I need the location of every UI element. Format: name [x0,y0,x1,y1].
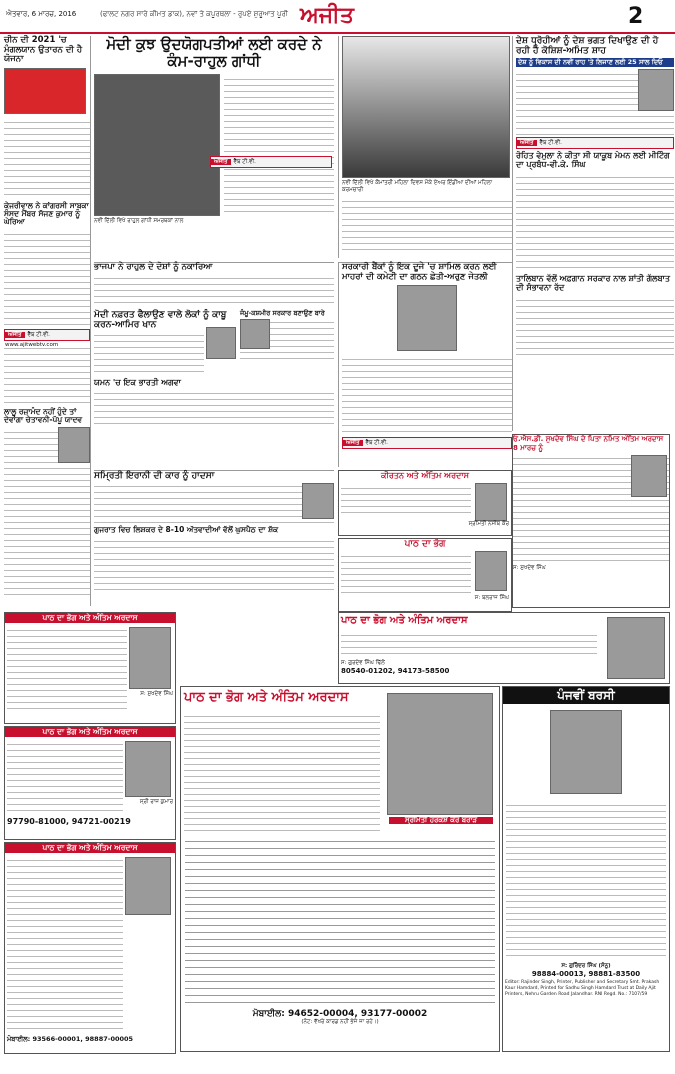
masthead-title: ਅਜੀਤ [300,2,354,28]
obituary-title: ਪਾਠ ਦਾ ਭੋਗ ਅਤੇ ਅੰਤਿਮ ਅਰਦਾਸ [5,843,175,853]
portrait-photo [607,617,665,679]
obituary-title: ਪਾਠ ਦਾ ਭੋਗ ਅਤੇ ਅੰਤਿਮ ਅਰਦਾਸ [184,690,349,705]
headline: ਲਾਲੂ ਰਜ਼ਾਮੰਦ ਨਹੀਂ ਹੁੰਦੇ ਤਾਂ ਦੇਵਾਂਗਾ ਚੇਤਾਵਨੀ-ਪੱਪੂ ਯਾਦਵ [4,406,83,425]
obituary-notice [4,842,176,1054]
portrait-name: ਸ: ਬਲਰਾਜ ਸਿੰਘ [474,595,509,601]
portrait-name: ਸ: ਸੁਖਦੇਵ ਸਿੰਘ [140,691,173,697]
obituary-body [184,711,380,831]
headline: ਤਾਲਿਬਾਨ ਵੱਲੋਂ ਅਫ਼ਗਾਨ ਸਰਕਾਰ ਨਾਲ ਸ਼ਾਂਤੀ ਗੱਲਬਾਤ ਦੀ ਸੰਭਾਵਨਾ ਰੱਦ [516,274,670,293]
china-flag-photo [4,68,86,114]
portrait-name: ਸ: ਗੁਰਿੰਦਰ ਸਿੰਘ (ਸੋਨੂ) [561,963,611,970]
air-india-story [338,36,512,258]
web-tv-banner[interactable]: ਅਜੀਤ ਵੈੱਬ ਟੀ.ਵੀ. www.ajitwebtv.com [4,329,90,341]
family-list [185,835,495,1005]
air-india-crew-photo [342,36,510,178]
headline: ਦੇਸ਼ ਧ੍ਰੋਹੀਆਂ ਨੂੰ ਦੇਸ਼ ਭਗਤ ਦਿਖਾਉਣ ਦੀ ਹੋ ਰਹੀ ਹੈ ਕੋਸ਼ਿਸ਼-ਅਮਿਤ ਸ਼ਾਹ [516,36,659,57]
smriti-irani-photo [302,483,334,519]
subheadline: ਦੇਸ਼ ਨੂੰ ਵਿਕਾਸ ਦੀ ਨਵੀਂ ਰਾਹ 'ਤੇ ਲਿਜਾਣ ਲਈ 25 ਸਾਲ ਦਿਓ [516,58,674,67]
obituary-body [7,625,127,713]
phone-numbers: ਮੋਬਾਈਲ: 93566-00001, 98887-00005 [7,1035,134,1043]
article-body [94,388,334,428]
article-body [342,196,512,252]
lead-headline: ਮੋਦੀ ਕੁਝ ਉਦਯੋਗਪਤੀਆਂ ਲਈ ਕਰਦੇ ਨੇ ਕੰਮ-ਰਾਹੁਲ ਗਾਂਧੀ [106,35,322,70]
portrait-name: ਸ੍ਰੀਮਤੀ ਹਰਕੇਸ਼ ਕੌਰ ਬਰਾੜ [389,817,493,824]
portrait-photo [631,455,667,497]
lead-story [94,36,334,258]
article-body [94,481,334,523]
issue-date: ਐਤਵਾਰ, 6 ਮਾਰਚ, 2016 [6,10,77,18]
obituary-body [341,551,471,595]
headline: ਸਰਕਾਰੀ ਬੈਂਕਾਂ ਨੂੰ ਇਕ ਦੂਜੇ 'ਚ ਸ਼ਾਮਿਲ ਕਰਨ ਲਈ ਮਾਹਰਾਂ ਦੀ ਕਮੇਟੀ ਦਾ ਗਠਨ ਛੇਤੀ-ਅਰੁਣ ਜੇਤਲੀ [342,262,497,282]
portrait-photo [475,483,507,521]
headline: ਚੀਨ ਦੀ 2021 'ਚ ਮੰਗਲਯਾਨ ਉਤਾਰਨ ਦੀ ਹੈ ਯੋਜਨਾ [4,35,83,65]
lower-mid-stories [94,470,334,611]
obituary-title: ਪਾਠ ਦਾ ਭੋਗ [404,539,446,549]
obituary-title: ਪਾਠ ਦਾ ਭੋਗ ਅਤੇ ਅੰਤਿਮ ਅਰਦਾਸ [5,613,175,623]
arun-jaitley-photo [397,285,457,351]
web-tv-banner[interactable]: ਅਜੀਤ ਵੈੱਬ ਟੀ.ਵੀ. [516,137,674,149]
edition-info: (ਫਾਲਟ ਨਗਰ ਸਾਰੇ ਕੀਮਤ ਡਾਕ), ਨਵਾਂ ਤੇ ਕਪੂਰਥਲਾ - ਰੁਪਏ ਸ਼ੁਰੂਆਤ ਪੂਰੀ [100,10,288,18]
article-body [4,343,90,405]
headline: ਭਾਜਪਾ ਨੇ ਰਾਹੁਲ ਦੇ ਦੋਸ਼ਾਂ ਨੂੰ ਨਕਾਰਿਆ [94,262,213,272]
article-body [4,229,90,329]
obituary-notice [338,470,512,536]
portrait-name: ਸ: ਸੁਖਦੇਵ ਸਿੰਘ [513,565,546,571]
side-brief [240,310,334,380]
portrait-photo [550,710,622,794]
obituary-body [341,630,597,658]
article-body [516,172,674,272]
obituary-title: ਪਾਠ ਦਾ ਭੋਗ ਅਤੇ ਅੰਤਿਮ ਅਰਦਾਸ [341,615,468,626]
aamir-khan-photo [206,327,236,359]
phone-numbers: ਮੋਬਾਈਲ: 94652-00004, 93177-00002 [252,1009,428,1019]
obituary-notice [4,726,176,840]
obituary-notice [4,612,176,724]
article-body [94,536,334,592]
headline: ਸਮ੍ਰਿਤੀ ਇਰਾਨੀ ਦੀ ਕਾਰ ਨੂੰ ਹਾਦਸਾ [94,471,215,481]
left-column [4,36,91,606]
article-body [94,273,334,307]
note: (ਨੋਟ: ਵੱਖਰੇ ਕਾਰਡ ਨਹੀਂ ਭੇਜੇ ਜਾ ਰਹੇ।) [301,1019,379,1025]
headline: ਜੰਮੂ-ਕਸ਼ਮੀਰ ਸਰਕਾਰ ਬਣਾਉਣ ਬਾਰੇ [240,309,325,317]
portrait-photo [125,857,171,915]
obituary-title: ਓ.ਐਸ.ਡੀ. ਸੁਖਦੇਵ ਸਿੰਘ ਦੇ ਪਿਤਾ ਨਮਿਤ ਅੰਤਿਮ ਅਰਦਾਸ 8 ਮਾਰਚ ਨੂੰ [513,435,664,452]
obituary-notice [512,434,670,608]
anniversary-notice [502,686,670,1052]
obituary-body [7,739,123,813]
article-body [224,74,334,214]
rahul-gandhi-photo [94,74,220,216]
portrait-photo [125,741,171,797]
page-number: 2 [628,4,644,29]
bank-merger-story [338,262,512,467]
article-body [516,295,674,355]
minister-photo [240,319,270,349]
web-tv-banner[interactable]: ਅਜੀਤ ਵੈੱਬ ਟੀ.ਵੀ. [210,156,332,168]
headline: ਯਮਨ 'ਚ ਇਕ ਭਾਰਤੀ ਅਗਵਾ [94,377,181,387]
article-body [342,354,512,434]
article-body [94,330,204,376]
obituary-notice [180,686,500,1052]
obituary-body [506,800,666,960]
masthead-bar [0,0,675,34]
right-column [512,36,674,431]
phone-numbers: 97790-81000, 94721-00219 [7,817,131,826]
article-body [4,117,90,199]
amit-shah-photo [638,69,674,111]
photo-caption: ਨਵੀਂ ਦਿੱਲੀ ਵਿਖੇ ਕੌਮਾਂਤਰੀ ਮਹਿਲਾ ਦਿਵਸ ਮੌਕੇ ਏਅਰ ਇੰਡੀਆ ਦੀਆਂ ਮਹਿਲਾ ਕਰਮਚਾਰੀ [342,180,493,193]
headline: ਰੋਹਿਤ ਵੇਮੁਲਾ ਨੇ ਕੀਤਾ ਸੀ ਯਾਕੂਬ ਮੇਮਨ ਲਈ ਮੀਟਿੰਗ ਦਾ ਪ੍ਰਬੰਧ-ਵੀ.ਕੇ. ਸਿੰਘ [516,151,670,170]
portrait-name: ਸ੍ਰੀਮਤੀ ਨਸੀਬ ਕੌਰ [468,521,509,527]
portrait-name: ਸ: ਗੁਰਦੇਵ ਸਿੰਘ ਢਿੱਲੋਂ [341,660,385,666]
photo-caption: ਨਵੀਂ ਦਿੱਲੀ ਵਿਖੇ ਰਾਹੁਲ ਗਾਂਧੀ ਸਮਰਥਕਾਂ ਨਾਲ [94,217,184,224]
headline: ਗੁਜਰਾਤ ਵਿਚ ਲਿਸ਼ਕਰ ਦੇ 8-10 ਅੱਤਵਾਦੀਆਂ ਵੱਲੋਂ ਘੁਸਪੈਠ ਦਾ ਸ਼ੱਕ [94,525,279,535]
web-tv-banner[interactable]: ਅਜੀਤ ਵੈੱਬ ਟੀ.ਵੀ. [342,437,512,449]
phone-numbers: 98884-00013, 98881-83500 [531,970,641,979]
gurdev-dhillon-notice [338,612,670,684]
obituary-title: ਪਾਠ ਦਾ ਭੋਗ ਅਤੇ ਅੰਤਿਮ ਅਰਦਾਸ [5,727,175,737]
portrait-photo [475,551,507,591]
obituary-notice [338,538,512,612]
imprint: Editor: Rajinder Singh, Printer, Publisher and Secretary Smt. Prakash Kaur Hamdard, Printed for Sadhu Singh Hamdard Trust at Daily Ajit Printers, Nehru Garden Road Jalandhar. RNI Regd. No.: 7107/59 [505,980,660,998]
obituary-title: ਪੰਜਵੀਂ ਬਰਸੀ [503,687,669,704]
obituary-title: ਕੀਰਤਨ ਅਤੇ ਅੰਤਿਮ ਅਰਦਾਸ [381,471,469,480]
headline: ਮੋਦੀ ਨਫ਼ਰਤ ਫੈਲਾਉਣ ਵਾਲੇ ਲੋਕਾਂ ਨੂੰ ਕਾਬੂ ਕਰਨ-ਆਮਿਰ ਖਾਨ [94,309,227,330]
headline: ਕੇਜਰੀਵਾਲ ਨੇ ਕਾਂਗਰਸੀ ਸਾਬਕਾ ਸੰਸਦ ਮੈਂਬਰ ਸੱਜਣ ਕੁਮਾਰ ਨੂੰ ਘੇਰਿਆ [4,200,89,227]
portrait-name: ਸ੍ਰੀ ਰਾਜ ਕੁਮਾਰ [139,799,173,805]
obituary-body [7,855,123,1031]
pappu-yadav-photo [58,427,90,463]
portrait-photo [129,627,171,689]
obituary-body [341,483,471,517]
portrait-photo [387,693,493,815]
phone-numbers: 80540-01202, 94173-58500 [341,667,450,675]
